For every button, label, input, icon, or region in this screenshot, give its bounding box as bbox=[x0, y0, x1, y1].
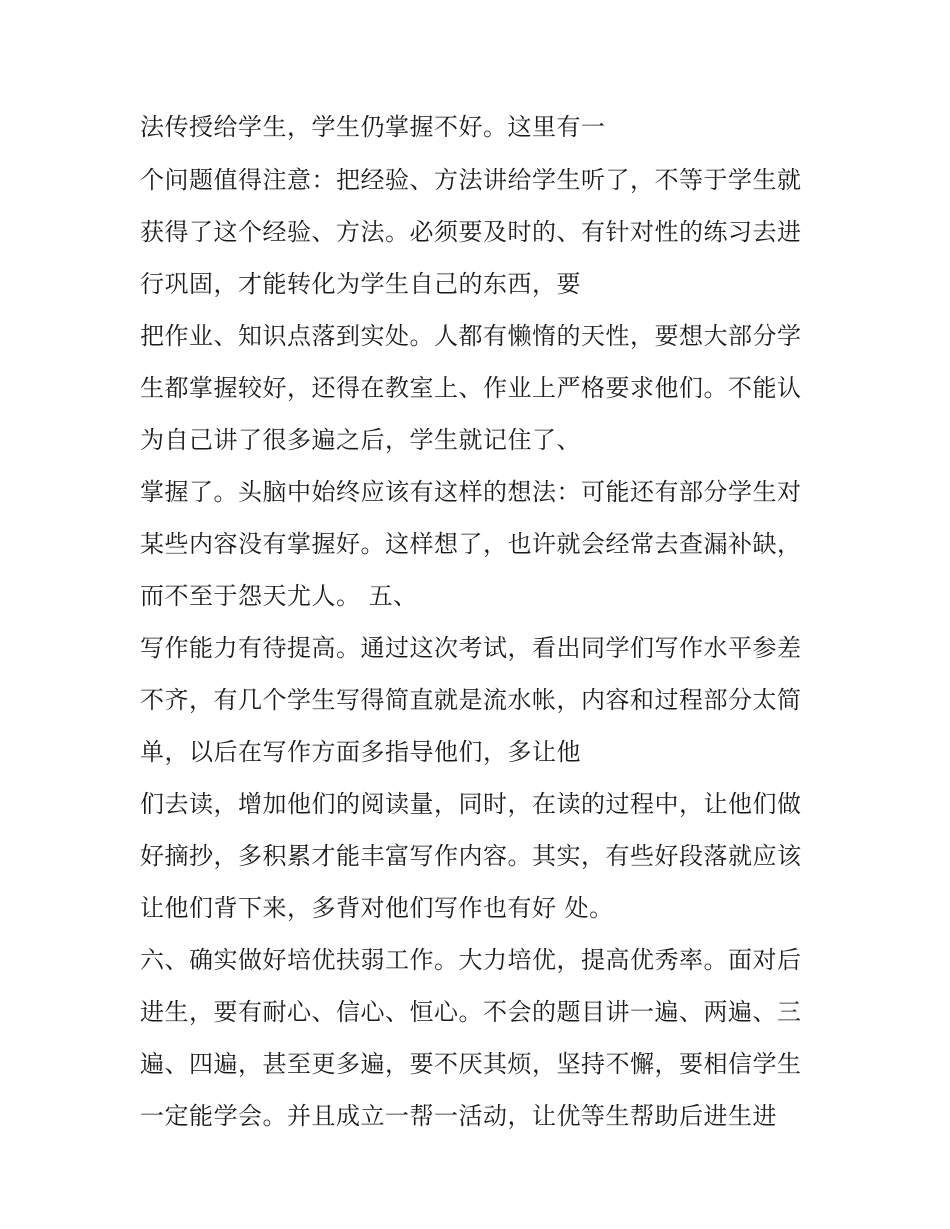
text-line: 法传授给学生，学生仍掌握不好。这里有一 bbox=[140, 113, 606, 141]
text-line: 获得了这个经验、方法。必须要及时的、有针对性的练习去进 bbox=[140, 218, 802, 246]
text-line: 遍、四遍，甚至更多遍，要不厌其烦，坚持不懈，要相信学生 bbox=[140, 1050, 802, 1078]
text-line: 好摘抄，多积累才能丰富写作内容。其实，有些好段落就应该 bbox=[140, 842, 802, 870]
text-line: 把作业、知识点落到实处。人都有懒惰的天性，要想大部分学 bbox=[140, 322, 802, 350]
text-line: 让他们背下来，多背对他们写作也有好 处。 bbox=[140, 894, 614, 922]
text-line: 行巩固，才能转化为学生自己的东西，要 bbox=[140, 270, 581, 298]
text-line: 一定能学会。并且成立一帮一活动，让优等生帮助后进生进 bbox=[140, 1102, 777, 1130]
text-line: 某些内容没有掌握好。这样想了，也许就会经常去查漏补缺， bbox=[140, 530, 802, 558]
text-line: 掌握了。头脑中始终应该有这样的想法：可能还有部分学生对 bbox=[140, 478, 802, 506]
text-line: 不齐，有几个学生写得简直就是流水帐，内容和过程部分太简 bbox=[140, 686, 802, 714]
text-line: 写作能力有待提高。通过这次考试，看出同学们写作水平参差 bbox=[140, 634, 802, 662]
text-line: 进生，要有耐心、信心、恒心。不会的题目讲一遍、两遍、三 bbox=[140, 998, 802, 1026]
text-line: 而不至于怨天尤人。 五、 bbox=[140, 582, 418, 610]
text-line: 为自己讲了很多遍之后，学生就记住了、 bbox=[140, 426, 581, 454]
text-line: 们去读，增加他们的阅读量，同时，在读的过程中，让他们做 bbox=[140, 790, 802, 818]
text-line: 个问题值得注意：把经验、方法讲给学生听了，不等于学生就 bbox=[140, 166, 802, 194]
text-line: 生都掌握较好，还得在教室上、作业上严格要求他们。不能认 bbox=[140, 374, 802, 402]
text-line: 六、确实做好培优扶弱工作。大力培优，提高优秀率。面对后 bbox=[140, 946, 802, 974]
text-line: 单，以后在写作方面多指导他们，多让他 bbox=[140, 738, 581, 766]
